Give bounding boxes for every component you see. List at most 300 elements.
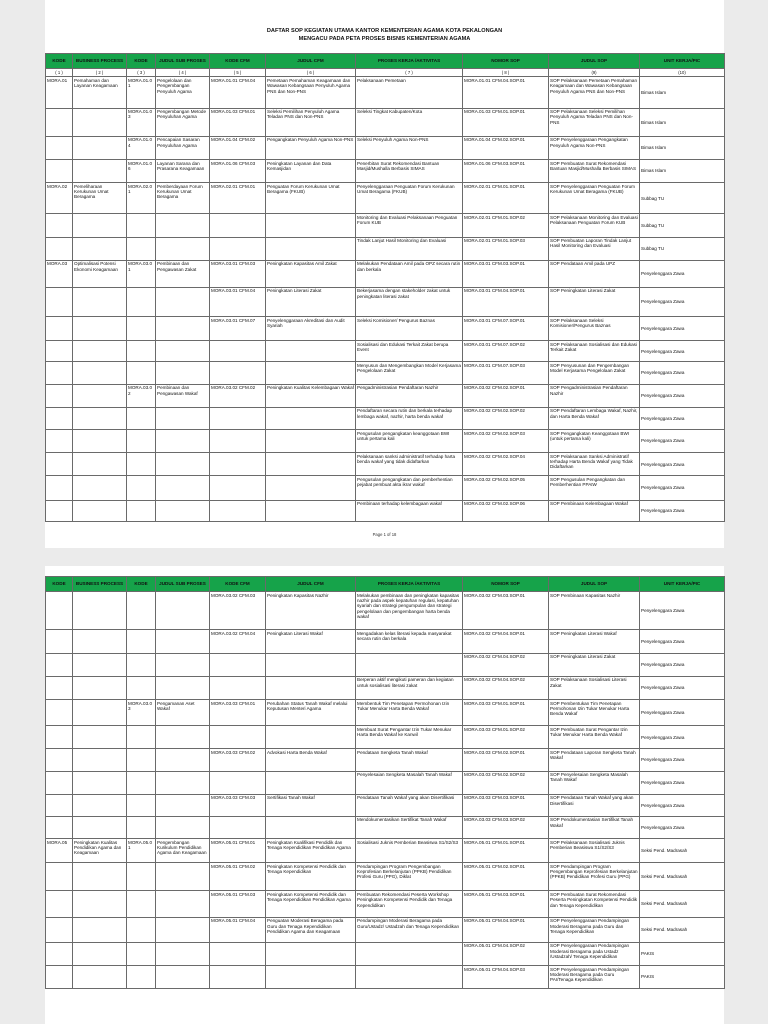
column-number: ( 1 ) [46,69,73,77]
cell-judul-sop: SOP Pendataan Amil pada UPZ [549,260,640,287]
table-row [46,108,725,136]
cell-judul-cfm: Peningkatan Literasi Wakaf [266,630,356,653]
cell-judul-sop: SOP Penyusunan dan Pengembangan Model Kerjasama Pengelolaan Zakat [549,362,640,384]
cell-judul-cfm [266,214,356,237]
cell-business-process [73,942,127,965]
cell-kode-cfm [210,407,266,429]
cell-kode-sub: MORA.01.04 [127,136,156,159]
cell-unit-kerja: Penyelenggara Zawa [640,384,725,407]
table-row [46,287,725,316]
header-unit-kerja: UNIT KERJA/PIC [640,54,725,69]
cell-nomor-sop: MORA.03.03 CFM.03.SOP.02 [463,816,549,838]
cell-kode-sub [127,917,156,942]
cell-judul-sop: SOP Pendaftaran Lembaga Wakaf, Nazhir, dan Harta Benda Wakaf [549,407,640,429]
cell-kode-cfm: MORA.03.01 CFM.07 [210,317,266,341]
header-nomor-sop: NOMOR SOP [463,54,549,69]
cell-judul-sop: SOP Penyelenggaraan Penguatan Forum Kerukunan Umat Beragama (FKUB) [549,183,640,214]
cell-kode-cfm: MORA.05.01 CFM.04 [210,917,266,942]
cell-kode-cfm [210,237,266,260]
cell-judul-sop: SOP Peningkatan Literasi Zakat [549,287,640,316]
table-row [46,771,725,794]
table-row [46,891,725,917]
cell-judul-sub-proses: Layanan Sarana dan Prasarana Keagamaan [156,159,210,182]
cell-unit-kerja: Penyelenggara Zawa [640,630,725,653]
cell-unit-kerja: Penyelenggara Zawa [640,749,725,771]
cell-kode-cfm [210,816,266,838]
cell-judul-cfm: Peningkatan Kualifikasi Pendidik dan Tenaga Kependidikan Pendidikan Agama [266,839,356,863]
column-number: ( 4 ) [156,69,210,77]
cell-judul-sub-proses [156,891,210,917]
cell-unit-kerja: Seksi Pend. Madrasah [640,863,725,891]
cell-judul-sub-proses [156,407,210,429]
cell-judul-sop: SOP Penyelenggaraan Pendampingan Moderasi Beragama pada Ustadz /Ustadzah/ Tenaga Kependidikan [549,942,640,965]
cell-kode-cfm: MORA.03.02 CFM.02 [210,384,266,407]
cell-unit-kerja: Penyelenggara Zawa [640,771,725,794]
cell-kode-cfm [210,942,266,965]
cell-judul-sub-proses [156,592,210,630]
cell-nomor-sop: MORA.03.03 CFM.01.SOP.01 [463,699,549,725]
cell-nomor-sop: MORA.03.03 CFM.02.SOP.01 [463,749,549,771]
cell-kode-sub: MORA.01.01 [127,77,156,108]
cell-judul-sub-proses: Pembinaan dan Pengawasan Wakaf [156,384,210,407]
cell-judul-sop: SOP Peningkatan Literasi Zakat [549,653,640,676]
document-page-2 [45,566,724,1024]
cell-nomor-sop: MORA.03.02 CFM.02.SOP.03 [463,430,549,453]
cell-kode [46,917,73,942]
cell-kode [46,630,73,653]
table-row [46,966,725,989]
cell-kode [46,966,73,989]
cell-judul-sub-proses [156,794,210,816]
cell-judul-sop: SOP Pendampingan Program Pengembangan Keprofesian Berkelanjutan (PPKB) Pendidikan Profesi Guru (PPG) [549,863,640,891]
table-row [46,630,725,653]
table-row [46,839,725,863]
cell-proses-kerja: Pendataan Tanah Wakaf yang akan Disertifikasi [356,794,463,816]
cell-kode-cfm: MORA.03.03 CFM.02 [210,749,266,771]
cell-judul-sub-proses [156,430,210,453]
column-number: ( 3 ) [127,69,156,77]
header-business-process: BUSINESS PROCESS [73,577,127,592]
cell-nomor-sop: MORA.03.02 CFM.02.SOP.02 [463,407,549,429]
cell-judul-sop: SOP Pengangkatan Keanggotaan BWI (untuk pertama kali) [549,430,640,453]
cell-proses-kerja: Pengusulan pengangkatan dan pemberhentian pejabat pembuat akta ikrar wakaf [356,476,463,500]
cell-business-process [73,966,127,989]
cell-kode-sub [127,214,156,237]
cell-kode [46,771,73,794]
cell-judul-sub-proses: Pembinaan dan Pengawasan Zakat [156,260,210,287]
column-number: ( 7 ) [356,69,463,77]
cell-kode [46,430,73,453]
cell-kode-sub [127,966,156,989]
cell-proses-kerja: Melakukan pembinaan dan peningkatan kapasitas nazhir pada aspek kepatuhan regulasi, kepatuhan syariah dan strategi pengumpulan dan strategi pengelolaan dan pengembangan harta benda wakaf [356,592,463,630]
cell-proses-kerja: Pengusulan pengangkatan keanggotaan BWI untuk pertama kali [356,430,463,453]
cell-judul-sop: SOP Pelaksanaan Sosialisasi Literasi Zakat [549,676,640,699]
cell-kode [46,108,73,136]
cell-kode [46,500,73,521]
cell-unit-kerja: Penyelenggara Zawa [640,592,725,630]
cell-proses-kerja: Pendampingan Moderasi Beragama pada Guru/Ustadz/ Ustadzah dan Tenaga Kependidikan [356,917,463,942]
cell-kode-sub [127,630,156,653]
table-row [46,237,725,260]
cell-unit-kerja: Bimas Islam [640,108,725,136]
cell-nomor-sop: MORA.01.03 CFM.01.SOP.01 [463,108,549,136]
cell-judul-cfm: Peningkatan Kompetensi Pendidik dan Tenaga Kependidikan Pendidikan Agama [266,891,356,917]
header-judul-cfm: JUDUL CFM [266,577,356,592]
cell-proses-kerja [356,653,463,676]
cell-judul-sub-proses [156,653,210,676]
cell-kode-sub [127,341,156,362]
table-row [46,384,725,407]
cell-nomor-sop: MORA.03.02 CFM.04.SOP.01 [463,630,549,653]
cell-judul-sub-proses [156,630,210,653]
cell-kode [46,699,73,725]
cell-business-process [73,676,127,699]
cell-judul-sub-proses: Pengamanan Aset Wakaf [156,699,210,725]
document-page-1 [45,0,724,548]
cell-kode-sub [127,749,156,771]
cell-unit-kerja: Bimas Islam [640,159,725,182]
cell-kode-sub [127,676,156,699]
cell-judul-cfm: Peningkatan Kompetensi Pendidik dan Tenaga Kependidikan [266,863,356,891]
cell-proses-kerja: Pendampingan Program Pengembangan Keprofesian Berkelanjutan (PPKB) Pendidikan Profesi Guru (PPG), Diklat [356,863,463,891]
cell-nomor-sop: MORA.03.03 CFM.02.SOP.02 [463,771,549,794]
cell-business-process: Optimalisasi Potensi Ekonomi Keagamaan [73,260,127,287]
cell-judul-cfm: Seleksi Pemilihan Penyuluh Agama Teladan PNS dan Non-PNS [266,108,356,136]
cell-judul-sop: SOP Penyelenggaraan Pendampingan Moderasi Beragama pada Guru dan Tenaga Kependidikan [549,917,640,942]
cell-unit-kerja: Penyelenggara Zawa [640,500,725,521]
cell-proses-kerja: Mengadakan kelas literasi kepada masyarakat secara rutin dan berkala [356,630,463,653]
cell-business-process [73,159,127,182]
cell-judul-sub-proses [156,966,210,989]
cell-kode [46,214,73,237]
cell-proses-kerja: Sosialisasi Juknis Pemberian Beasiswa S1/S2/S3 [356,839,463,863]
table-row [46,942,725,965]
cell-unit-kerja: Penyelenggara Zawa [640,430,725,453]
cell-business-process [73,500,127,521]
cell-judul-sub-proses [156,863,210,891]
page-footer: Page 1 of 18 [372,531,397,537]
cell-proses-kerja: Melakukan Pendataan Amil pada OPZ secara rutin dan berkala [356,260,463,287]
cell-business-process [73,453,127,476]
cell-business-process [73,863,127,891]
table-row [46,430,725,453]
table-row [46,500,725,521]
cell-unit-kerja: Penyelenggara Zawa [640,653,725,676]
cell-judul-cfm [266,407,356,429]
cell-unit-kerja: Subbag TU [640,214,725,237]
cell-judul-sop: SOP Pembuatan Laporan Tindak Lanjut Hasil Monitoring dan Evaluasi [549,237,640,260]
cell-unit-kerja: Subbag TU [640,237,725,260]
cell-kode-sub [127,816,156,838]
sop-table-page-2 [45,576,725,989]
cell-proses-kerja: Penyelenggaraan Penguatan Forum Kerukunan Umat Beragama (FKUB) [356,183,463,214]
cell-business-process [73,430,127,453]
table-row [46,653,725,676]
column-number: ( 2 ) [73,69,127,77]
cell-judul-sop: SOP Pelaksanaan Sanksi Administratif terhadap Harta Benda Wakaf yang Tidak Didaftarkan [549,453,640,476]
table-header-row [46,54,725,69]
cell-unit-kerja: Penyelenggara Zawa [640,816,725,838]
cell-proses-kerja: Seleksi Tingkat Kabupaten/Kota [356,108,463,136]
cell-kode-sub [127,794,156,816]
column-number: ( 8 ) [463,69,549,77]
cell-nomor-sop: MORA.03.02 CFM.04.SOP.02 [463,653,549,676]
column-number: (10) [640,69,725,77]
cell-nomor-sop: MORA.03.01 CFM.07.SOP.02 [463,341,549,362]
cell-kode [46,592,73,630]
cell-kode [46,237,73,260]
table-row [46,214,725,237]
cell-judul-sub-proses [156,816,210,838]
cell-kode-sub [127,863,156,891]
cell-judul-sub-proses [156,341,210,362]
cell-kode-sub: MORA.01.03 [127,108,156,136]
cell-business-process [73,749,127,771]
cell-proses-kerja: Pembuatan Rekomendasi Peserta Workshop Peningkatan Kompetensi Pendidik dan Tenaga Kependidikan [356,891,463,917]
cell-judul-sub-proses [156,500,210,521]
cell-unit-kerja: Penyelenggara Zawa [640,287,725,316]
cell-judul-sop: SOP Peningkatan Literasi Wakaf [549,630,640,653]
cell-kode-sub [127,653,156,676]
cell-kode [46,362,73,384]
cell-proses-kerja [356,942,463,965]
cell-kode-cfm [210,214,266,237]
cell-judul-cfm [266,362,356,384]
cell-nomor-sop: MORA.05.01 CFM.04.SOP.01 [463,917,549,942]
cell-proses-kerja: Sosialisasi dan Edukasi Terkait Zakat berupa Event [356,341,463,362]
cell-nomor-sop: MORA.02.01 CFM.01.SOP.01 [463,183,549,214]
header-judul-sub-proses: JUDUL SUB PROSES [156,54,210,69]
cell-kode-cfm: MORA.01.01 CFM.04 [210,77,266,108]
table-row [46,676,725,699]
cell-business-process [73,630,127,653]
cell-judul-sub-proses [156,317,210,341]
cell-judul-cfm: Peningkatan Layanan dan Data Kemasjidan [266,159,356,182]
cell-judul-sop: SOP Pendataan Laporan Sengketa Tanah Wakaf [549,749,640,771]
cell-kode-sub [127,592,156,630]
cell-proses-kerja: Mendokumentasikan Sertifikat Tanah Wakaf [356,816,463,838]
cell-business-process [73,771,127,794]
cell-unit-kerja: Penyelenggara Zawa [640,317,725,341]
cell-business-process [73,108,127,136]
cell-kode-cfm: MORA.02.01 CFM.01 [210,183,266,214]
cell-kode-cfm [210,430,266,453]
cell-judul-cfm: Perubahan Status Tanah Wakaf melalui Keputusan Menteri Agama [266,699,356,725]
cell-kode-cfm: MORA.01.03 CFM.01 [210,108,266,136]
header-judul-sop: JUDUL SOP [549,577,640,592]
cell-business-process [73,384,127,407]
cell-judul-sub-proses: Pengembangan Metode Penyuluhan Agama [156,108,210,136]
cell-unit-kerja: Penyelenggara Zawa [640,699,725,725]
cell-kode [46,317,73,341]
cell-kode [46,341,73,362]
cell-judul-sub-proses [156,476,210,500]
cell-judul-cfm: Pengangkatan Penyuluh Agama Non-PNS [266,136,356,159]
cell-unit-kerja: Subbag TU [640,183,725,214]
table-row [46,699,725,725]
column-number: (9) [549,69,640,77]
cell-kode [46,136,73,159]
cell-kode-sub [127,430,156,453]
cell-unit-kerja: Penyelenggara Zawa [640,726,725,749]
cell-kode: MORA.01 [46,77,73,108]
cell-proses-kerja: Membuat Surat Pengantar Izin Tukar Menukar Harta Benda Wakaf ke Kanwil [356,726,463,749]
cell-kode-sub [127,500,156,521]
cell-kode-cfm [210,653,266,676]
cell-kode-cfm: MORA.01.04 CFM.02 [210,136,266,159]
cell-proses-kerja: Pelaksanaan Pemetaan [356,77,463,108]
table-row [46,476,725,500]
cell-nomor-sop: MORA.03.01 CFM.03.SOP.01 [463,260,549,287]
cell-judul-sop: SOP Penyelenggaraan Pengangkatan Penyuluh Agama Non-PNS [549,136,640,159]
cell-nomor-sop: MORA.03.01 CFM.04.SOP.01 [463,287,549,316]
cell-proses-kerja: Monitoring dan Evaluasi Pelaksanaan Penguatan Forum KUB [356,214,463,237]
header-judul-sop: JUDUL SOP [549,54,640,69]
cell-kode [46,816,73,838]
cell-judul-cfm: Pemetaan Pemahaman Keagamaan dan Wawasan Kebangsaan Penyuluh Agama PNS dan Non-PNS [266,77,356,108]
cell-kode-sub [127,771,156,794]
cell-kode [46,863,73,891]
cell-kode-cfm: MORA.01.06 CFM.03 [210,159,266,182]
cell-judul-cfm: Peningkatan Kapasitas Amil Zakat [266,260,356,287]
cell-kode-sub [127,317,156,341]
cell-judul-sub-proses: Pemberdayaan Forum Kerukunan Umat Beragama [156,183,210,214]
cell-proses-kerja: Membentuk Tim Penetapan Permohonan Izin Tukar Menukar Harta Benda Wakaf [356,699,463,725]
cell-judul-sop: SOP Penyelesaian Sengketa Masalah Tanah Wakaf [549,771,640,794]
cell-proses-kerja: Bekerjasama dengan stakeholder zakat untuk peningkatan literasi zakat [356,287,463,316]
cell-business-process [73,653,127,676]
table-row [46,362,725,384]
cell-kode-sub: MORA.03.01 [127,260,156,287]
cell-nomor-sop: MORA.03.03 CFM.01.SOP.02 [463,726,549,749]
cell-kode-cfm [210,676,266,699]
table-row [46,260,725,287]
cell-judul-sop: SOP Pelaksanaan Seleksi Pemilihan Penyuluh Agama Teladan PNS dan Non-PNS [549,108,640,136]
cell-kode [46,726,73,749]
cell-kode-cfm: MORA.03.03 CFM.01 [210,699,266,725]
cell-judul-sop: SOP Pembuatan Surat Pengantar Izin Tukar Menukar Harta Benda Wakaf [549,726,640,749]
cell-unit-kerja: Penyelenggara Zawa [640,794,725,816]
cell-nomor-sop: MORA.05.01 CFM.04.SOP.02 [463,942,549,965]
cell-kode-cfm [210,362,266,384]
cell-kode-sub [127,237,156,260]
table-row [46,317,725,341]
header-proses-kerja: PROSES KERJA /AKTIVITAS [356,54,463,69]
cell-proses-kerja: Pengadministrasian Pendaftaran Nazhir [356,384,463,407]
cell-judul-sub-proses [156,287,210,316]
cell-judul-sop: SOP Pelaksanaan Sosialisasi dan Edukasi Terkait Zakat [549,341,640,362]
cell-kode-sub [127,891,156,917]
cell-nomor-sop: MORA.02.01 CFM.01.SOP.02 [463,214,549,237]
cell-kode-sub: MORA.02.01 [127,183,156,214]
table-row [46,453,725,476]
cell-kode-cfm: MORA.03.03 CFM.03 [210,794,266,816]
cell-judul-sop: SOP Pendataan Tanah Wakaf yang akan Disertifikasi [549,794,640,816]
cell-judul-sub-proses [156,917,210,942]
cell-nomor-sop: MORA.03.02 CFM.03.SOP.01 [463,592,549,630]
cell-judul-sub-proses [156,726,210,749]
cell-judul-sub-proses [156,453,210,476]
cell-kode [46,749,73,771]
cell-nomor-sop: MORA.03.02 CFM.02.SOP.01 [463,384,549,407]
table-row [46,136,725,159]
cell-kode-sub [127,362,156,384]
cell-business-process [73,794,127,816]
cell-business-process [73,287,127,316]
cell-kode-sub: MORA.03.02 [127,384,156,407]
cell-business-process [73,726,127,749]
cell-unit-kerja: Penyelenggara Zawa [640,676,725,699]
cell-nomor-sop: MORA.01.06 CFM.03.SOP.01 [463,159,549,182]
table-row [46,341,725,362]
cell-kode-cfm [210,771,266,794]
cell-judul-sop: SOP Pembuatan Surat Rekomendasi Peserta Peningkatan Kompetensi Pendidik dan Tenaga Kependidikan [549,891,640,917]
cell-judul-sop: SOP Pendokumentasian Sertifikat Tanah Wakaf [549,816,640,838]
cell-kode [46,453,73,476]
cell-unit-kerja: Seksi Pend. Madrasah [640,917,725,942]
cell-kode: MORA.05 [46,839,73,863]
cell-kode [46,476,73,500]
table-row [46,917,725,942]
cell-judul-cfm: Peningkatan Kualitas Kelembagaan Wakaf [266,384,356,407]
cell-kode-cfm [210,341,266,362]
cell-judul-cfm [266,942,356,965]
header-kode-sub: KODE [127,54,156,69]
cell-proses-kerja: Seleksi Komisioner/ Pengurus Baznas [356,317,463,341]
header-kode-cfm: KODE CFM [210,577,266,592]
cell-business-process [73,407,127,429]
cell-judul-sop: SOP Pembinaan Kelembagaan Wakaf [549,500,640,521]
cell-nomor-sop: MORA.05.01 CFM.04.SOP.03 [463,966,549,989]
cell-proses-kerja: Penerbitan Surat Rekomendasi Bantuan Masjid/Mushalla Berbasis SIMAS [356,159,463,182]
cell-kode [46,384,73,407]
table-header-row [46,577,725,592]
cell-kode-cfm: MORA.03.02 CFM.03 [210,592,266,630]
cell-nomor-sop: MORA.05.01 CFM.02.SOP.01 [463,863,549,891]
cell-kode [46,794,73,816]
cell-nomor-sop: MORA.02.01 CFM.01.SOP.03 [463,237,549,260]
cell-business-process [73,237,127,260]
column-number: ( 6 ) [266,69,356,77]
cell-kode [46,891,73,917]
cell-kode-cfm: MORA.05.01 CFM.03 [210,891,266,917]
header-kode: KODE [46,577,73,592]
cell-proses-kerja: Pendataan Sengketa Tanah Wakaf [356,749,463,771]
cell-nomor-sop: MORA.05.01 CFM.03.SOP.01 [463,891,549,917]
table-row [46,159,725,182]
cell-kode [46,407,73,429]
cell-business-process [73,362,127,384]
cell-judul-sop: SOP Pengusulan Pengangkatan dan Pemberhentian PPAIW [549,476,640,500]
cell-proses-kerja: Tindak Lanjut Hasil Monitoring dan Evaluasi [356,237,463,260]
cell-proses-kerja: Pendaftaran secara rutin dan berkala terhadap lembaga wakaf, nazhir, harta benda wakaf [356,407,463,429]
cell-kode [46,676,73,699]
cell-kode-cfm: MORA.05.01 CFM.01 [210,839,266,863]
cell-nomor-sop: MORA.03.02 CFM.04.SOP.02 [463,676,549,699]
cell-judul-cfm [266,500,356,521]
cell-kode-cfm [210,453,266,476]
header-unit-kerja: UNIT KERJA/PIC [640,577,725,592]
cell-kode [46,287,73,316]
cell-judul-sub-proses [156,362,210,384]
cell-kode-sub [127,287,156,316]
table-row [46,592,725,630]
cell-nomor-sop: MORA.03.03 CFM.03.SOP.01 [463,794,549,816]
cell-unit-kerja: Penyelenggara Zawa [640,341,725,362]
sop-table-page-1 [45,53,725,522]
cell-kode [46,653,73,676]
header-proses-kerja: PROSES KERJA /AKTIVITAS [356,577,463,592]
